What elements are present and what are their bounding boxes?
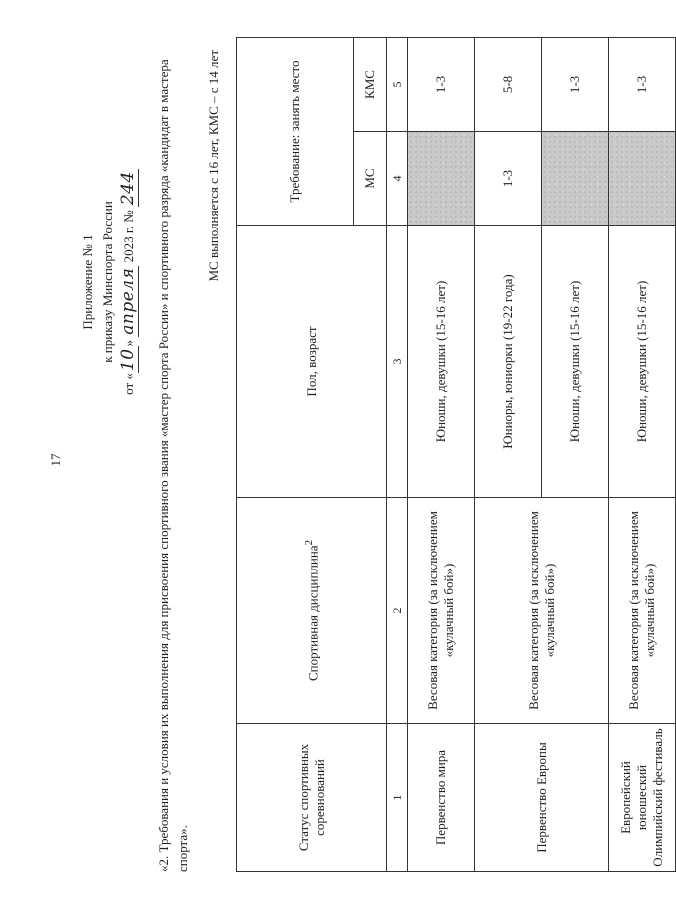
handwritten-day: 10: [118, 348, 138, 372]
ms-cell-shaded: [408, 132, 475, 226]
header-discipline-text: Спортивная дисциплина: [305, 545, 321, 681]
header-kms: КМС: [354, 37, 387, 131]
date-year: 2023 г. №: [121, 210, 136, 263]
col-number: 2: [387, 498, 408, 724]
header-discipline: [237, 498, 387, 724]
table-row: [475, 37, 542, 871]
age-cell: Юноши, девушки (15-16 лет): [408, 226, 475, 498]
kms-cell: 1-3: [542, 37, 609, 131]
handwritten-order-number: 244: [118, 171, 138, 206]
col-number: 3: [387, 226, 408, 498]
header-age: Пол, возраст: [237, 226, 387, 498]
status-cell: Европейский юношеский Олимпийский фестиваль: [609, 724, 676, 872]
discipline-cell: Весовая категория (за исключением «кулачный бой»): [475, 498, 609, 724]
kms-cell: 1-3: [609, 37, 676, 131]
table-row: [408, 37, 475, 871]
age-cell: Юноши, девушки (15-16 лет): [609, 226, 676, 498]
footnote-marker: 2: [303, 540, 316, 546]
ms-cell-shaded: [609, 132, 676, 226]
handwritten-month: апреля: [118, 267, 138, 335]
appendix-title: Приложение № 1: [80, 234, 95, 330]
requirements-table: [236, 37, 676, 872]
kms-cell: 5-8: [475, 37, 542, 131]
order-reference: к приказу Минспорта России: [100, 201, 115, 363]
status-cell: Первенство Европы: [475, 724, 609, 872]
age-note: МС выполняется с 16 лет, КМС – с 14 лет: [206, 50, 221, 282]
discipline-cell: Весовая категория (за исключением «кулачный бой»): [609, 498, 676, 724]
column-number-row: [387, 37, 408, 871]
date-prefix: от «: [121, 373, 136, 395]
header-requirement: Требование: занять место: [237, 37, 354, 225]
date-mid: »: [121, 339, 136, 347]
ms-cell: 1-3: [475, 132, 542, 226]
table-row: [609, 37, 676, 871]
header-status: Статус спортивных соревнований: [237, 724, 387, 872]
status-cell: Первенство мира: [408, 724, 475, 872]
header-row: [237, 37, 354, 871]
appendix-header: [78, 102, 139, 462]
kms-cell: 1-3: [408, 37, 475, 131]
page-number: 17: [48, 453, 63, 467]
ms-cell-shaded: [542, 132, 609, 226]
col-number: 4: [387, 132, 408, 226]
col-number: 1: [387, 724, 408, 872]
age-cell: Юниоры, юниорки (19-22 года): [475, 226, 542, 498]
col-number: 5: [387, 37, 408, 131]
header-ms: МС: [354, 132, 387, 226]
order-date-line: [118, 102, 139, 462]
age-cell: Юноши, девушки (15-16 лет): [542, 226, 609, 498]
discipline-cell: Весовая категория (за исключением «кулачный бой»): [408, 498, 475, 724]
intro-paragraph: «2. Требования и условия их выполнения для присвоения спортивного звания «мастер спорта России» и спортивного разряда «кандидат в мастера спорта».: [156, 59, 190, 872]
